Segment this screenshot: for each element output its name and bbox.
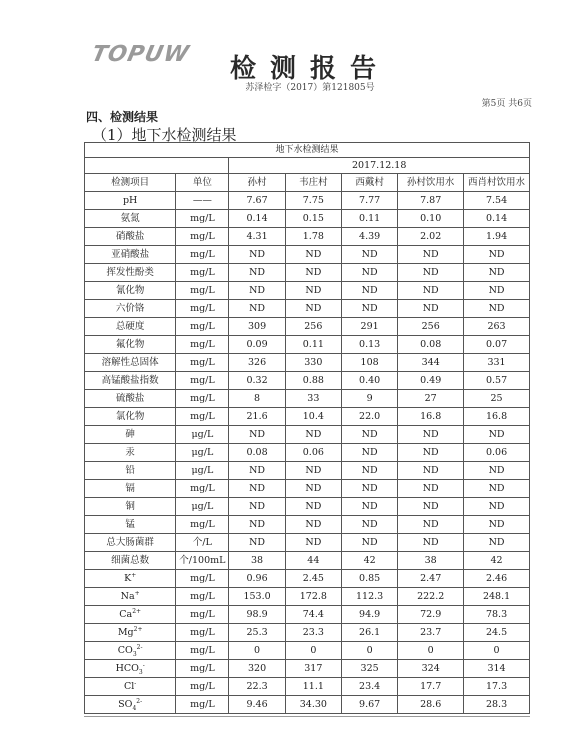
value-cell: 153.0 xyxy=(229,588,285,606)
value-cell: 256 xyxy=(285,318,341,336)
value-cell: 309 xyxy=(229,318,285,336)
unit-cell: mg/L xyxy=(176,210,229,228)
column-header: 孙村饮用水 xyxy=(398,174,464,192)
value-cell: 7.87 xyxy=(398,192,464,210)
table-row xyxy=(85,408,530,426)
parameter-name: 高锰酸盐指数 xyxy=(85,372,176,390)
value-cell: 7.75 xyxy=(285,192,341,210)
value-cell: ND xyxy=(341,282,397,300)
table-row xyxy=(85,552,530,570)
value-cell: 2.46 xyxy=(464,570,530,588)
subsection-heading: （1）地下水检测结果 xyxy=(92,126,237,144)
table-row xyxy=(85,678,530,696)
value-cell: 112.3 xyxy=(341,588,397,606)
value-cell: 0.14 xyxy=(464,210,530,228)
value-cell: 0 xyxy=(398,642,464,660)
value-cell: 27 xyxy=(398,390,464,408)
value-cell: 4.39 xyxy=(341,228,397,246)
table-row xyxy=(85,192,530,210)
unit-cell: 个/L xyxy=(176,534,229,552)
value-cell: ND xyxy=(398,282,464,300)
parameter-name: 氨氮 xyxy=(85,210,176,228)
parameter-name: 硫酸盐 xyxy=(85,390,176,408)
value-cell: 344 xyxy=(398,354,464,372)
table-row xyxy=(85,516,530,534)
value-cell: ND xyxy=(398,480,464,498)
parameter-name: K+ xyxy=(85,570,176,588)
value-cell: ND xyxy=(464,246,530,264)
page-divider xyxy=(84,716,530,717)
value-cell: 25.3 xyxy=(229,624,285,642)
table-title: 地下水检测结果 xyxy=(85,143,530,158)
parameter-name: 铅 xyxy=(85,462,176,480)
parameter-name: 硝酸盐 xyxy=(85,228,176,246)
unit-cell: μg/L xyxy=(176,498,229,516)
value-cell: 0.11 xyxy=(285,336,341,354)
value-cell: ND xyxy=(341,300,397,318)
value-cell: 2.02 xyxy=(398,228,464,246)
value-cell: 0 xyxy=(341,642,397,660)
value-cell: 0.85 xyxy=(341,570,397,588)
value-cell: 256 xyxy=(398,318,464,336)
parameter-name: 氯化物 xyxy=(85,408,176,426)
value-cell: 0 xyxy=(285,642,341,660)
value-cell: 4.31 xyxy=(229,228,285,246)
value-cell: 22.3 xyxy=(229,678,285,696)
table-row xyxy=(85,300,530,318)
parameter-name: 砷 xyxy=(85,426,176,444)
value-cell: 16.8 xyxy=(398,408,464,426)
unit-cell: mg/L xyxy=(176,228,229,246)
value-cell: 0.09 xyxy=(229,336,285,354)
table-row xyxy=(85,696,530,714)
value-cell: ND xyxy=(285,498,341,516)
value-cell: ND xyxy=(229,534,285,552)
value-cell: 22.0 xyxy=(341,408,397,426)
unit-cell: mg/L xyxy=(176,372,229,390)
table-row xyxy=(85,660,530,678)
value-cell: ND xyxy=(341,498,397,516)
value-cell: ND xyxy=(229,516,285,534)
value-cell: 98.9 xyxy=(229,606,285,624)
value-cell: 248.1 xyxy=(464,588,530,606)
value-cell: ND xyxy=(285,516,341,534)
value-cell: 78.3 xyxy=(464,606,530,624)
value-cell: ND xyxy=(285,282,341,300)
value-cell: ND xyxy=(398,300,464,318)
unit-cell: μg/L xyxy=(176,426,229,444)
unit-cell: mg/L xyxy=(176,390,229,408)
value-cell: 38 xyxy=(229,552,285,570)
value-cell: 291 xyxy=(341,318,397,336)
value-cell: ND xyxy=(341,462,397,480)
unit-cell: mg/L xyxy=(176,606,229,624)
value-cell: ND xyxy=(464,264,530,282)
parameter-name: 细菌总数 xyxy=(85,552,176,570)
parameter-name: 亚硝酸盐 xyxy=(85,246,176,264)
table-row xyxy=(85,642,530,660)
value-cell: 21.6 xyxy=(229,408,285,426)
value-cell: ND xyxy=(464,462,530,480)
value-cell: 0.88 xyxy=(285,372,341,390)
value-cell: 0.07 xyxy=(464,336,530,354)
value-cell: 9 xyxy=(341,390,397,408)
value-cell: ND xyxy=(229,246,285,264)
value-cell: 317 xyxy=(285,660,341,678)
table-row xyxy=(85,228,530,246)
unit-header: 单位 xyxy=(176,174,229,192)
value-cell: ND xyxy=(229,426,285,444)
parameter-name: $SO_4^{2-}$ xyxy=(85,696,176,714)
value-cell: ND xyxy=(464,282,530,300)
value-cell: ND xyxy=(398,462,464,480)
value-cell: 320 xyxy=(229,660,285,678)
table-row xyxy=(85,354,530,372)
table-row xyxy=(85,264,530,282)
value-cell: 74.4 xyxy=(285,606,341,624)
value-cell: 11.1 xyxy=(285,678,341,696)
unit-cell: mg/L xyxy=(176,696,229,714)
value-cell: 33 xyxy=(285,390,341,408)
value-cell: ND xyxy=(464,498,530,516)
parameter-name: 溶解性总固体 xyxy=(85,354,176,372)
unit-cell: mg/L xyxy=(176,246,229,264)
value-cell: ND xyxy=(229,300,285,318)
value-cell: 7.54 xyxy=(464,192,530,210)
value-cell: ND xyxy=(341,426,397,444)
table-row xyxy=(85,282,530,300)
value-cell: 0.13 xyxy=(341,336,397,354)
value-cell: 1.94 xyxy=(464,228,530,246)
unit-cell: mg/L xyxy=(176,282,229,300)
value-cell: 10.4 xyxy=(285,408,341,426)
table-row xyxy=(85,624,530,642)
value-cell: 326 xyxy=(229,354,285,372)
column-header: 孙村 xyxy=(229,174,285,192)
unit-cell: mg/L xyxy=(176,624,229,642)
value-cell: 72.9 xyxy=(398,606,464,624)
value-cell: 42 xyxy=(341,552,397,570)
value-cell: 8 xyxy=(229,390,285,408)
parameter-name: Cl- xyxy=(85,678,176,696)
value-cell: 9.67 xyxy=(341,696,397,714)
value-cell: ND xyxy=(341,246,397,264)
unit-cell: 个/100mL xyxy=(176,552,229,570)
parameter-name: 总硬度 xyxy=(85,318,176,336)
page-number: 第5页 共6页 xyxy=(481,99,532,109)
parameter-name: $Mg^{2+}$ xyxy=(85,624,176,642)
value-cell: 324 xyxy=(398,660,464,678)
parameter-name: $HCO_3^-$ xyxy=(85,660,176,678)
table-row xyxy=(85,390,530,408)
value-cell: 1.78 xyxy=(285,228,341,246)
value-cell: 108 xyxy=(341,354,397,372)
table-row xyxy=(85,318,530,336)
table-row xyxy=(85,534,530,552)
value-cell: 0.06 xyxy=(464,444,530,462)
value-cell: ND xyxy=(285,300,341,318)
value-cell: ND xyxy=(285,534,341,552)
value-cell: ND xyxy=(229,498,285,516)
value-cell: ND xyxy=(398,498,464,516)
value-cell: ND xyxy=(229,462,285,480)
value-cell: 0.08 xyxy=(229,444,285,462)
value-cell: ND xyxy=(341,516,397,534)
value-cell: 0.14 xyxy=(229,210,285,228)
value-cell: ND xyxy=(464,480,530,498)
value-cell: 28.6 xyxy=(398,696,464,714)
value-cell: ND xyxy=(229,264,285,282)
value-cell: 2.45 xyxy=(285,570,341,588)
unit-cell: mg/L xyxy=(176,516,229,534)
value-cell: 0.40 xyxy=(341,372,397,390)
column-header: 西戴村 xyxy=(341,174,397,192)
value-cell: ND xyxy=(398,426,464,444)
value-cell: 7.67 xyxy=(229,192,285,210)
parameter-name: 汞 xyxy=(85,444,176,462)
table-row xyxy=(85,570,530,588)
value-cell: ND xyxy=(398,246,464,264)
value-cell: 0.08 xyxy=(398,336,464,354)
value-cell: ND xyxy=(341,444,397,462)
value-cell: 0.15 xyxy=(285,210,341,228)
value-cell: 42 xyxy=(464,552,530,570)
value-cell: ND xyxy=(464,516,530,534)
value-cell: 17.3 xyxy=(464,678,530,696)
table-row xyxy=(85,498,530,516)
value-cell: 23.4 xyxy=(341,678,397,696)
value-cell: ND xyxy=(464,426,530,444)
table-row xyxy=(85,462,530,480)
value-cell: ND xyxy=(341,534,397,552)
column-header: 西肖村饮用水 xyxy=(464,174,530,192)
parameter-name: 铜 xyxy=(85,498,176,516)
table-row xyxy=(85,606,530,624)
unit-cell: mg/L xyxy=(176,264,229,282)
item-header: 检测项目 xyxy=(85,174,176,192)
value-cell: ND xyxy=(285,480,341,498)
table-row xyxy=(85,480,530,498)
value-cell: ND xyxy=(464,300,530,318)
value-cell: 0.10 xyxy=(398,210,464,228)
table-row xyxy=(85,336,530,354)
value-cell: ND xyxy=(285,426,341,444)
unit-cell: mg/L xyxy=(176,660,229,678)
value-cell: 330 xyxy=(285,354,341,372)
parameter-name: 锰 xyxy=(85,516,176,534)
value-cell: ND xyxy=(341,264,397,282)
unit-cell: mg/L xyxy=(176,408,229,426)
groundwater-results-table xyxy=(84,142,530,714)
value-cell: 24.5 xyxy=(464,624,530,642)
value-cell: ND xyxy=(285,264,341,282)
value-cell: 16.8 xyxy=(464,408,530,426)
value-cell: ND xyxy=(398,516,464,534)
value-cell: 7.77 xyxy=(341,192,397,210)
value-cell: ND xyxy=(285,462,341,480)
unit-cell: —— xyxy=(176,192,229,210)
value-cell: 0.57 xyxy=(464,372,530,390)
unit-cell: mg/L xyxy=(176,336,229,354)
value-cell: 222.2 xyxy=(398,588,464,606)
value-cell: 17.7 xyxy=(398,678,464,696)
value-cell: 34.30 xyxy=(285,696,341,714)
table-row xyxy=(85,372,530,390)
parameter-name: $CO_3^{2-}$ xyxy=(85,642,176,660)
parameter-name: 氰化物 xyxy=(85,282,176,300)
value-cell: 26.1 xyxy=(341,624,397,642)
value-cell: ND xyxy=(285,246,341,264)
value-cell: ND xyxy=(398,444,464,462)
parameter-name: 总大肠菌群 xyxy=(85,534,176,552)
unit-cell: μg/L xyxy=(176,462,229,480)
value-cell: 2.47 xyxy=(398,570,464,588)
parameter-name: pH xyxy=(85,192,176,210)
unit-cell: μg/L xyxy=(176,444,229,462)
value-cell: 25 xyxy=(464,390,530,408)
unit-cell: mg/L xyxy=(176,678,229,696)
section-heading: 四、检测结果 xyxy=(86,110,159,124)
value-cell: 0.49 xyxy=(398,372,464,390)
value-cell: 38 xyxy=(398,552,464,570)
value-cell: ND xyxy=(341,480,397,498)
value-cell: ND xyxy=(398,534,464,552)
value-cell: 23.7 xyxy=(398,624,464,642)
value-cell: 263 xyxy=(464,318,530,336)
document-number: 苏泽检字（2017）第121805号 xyxy=(245,83,375,93)
parameter-name: 六价铬 xyxy=(85,300,176,318)
table-row xyxy=(85,210,530,228)
parameter-name: Na+ xyxy=(85,588,176,606)
value-cell: 0.32 xyxy=(229,372,285,390)
value-cell: 0 xyxy=(229,642,285,660)
value-cell: 9.46 xyxy=(229,696,285,714)
value-cell: 0.96 xyxy=(229,570,285,588)
table-corner xyxy=(85,158,229,174)
parameter-name: 镉 xyxy=(85,480,176,498)
unit-cell: mg/L xyxy=(176,354,229,372)
value-cell: 0.11 xyxy=(341,210,397,228)
value-cell: 28.3 xyxy=(464,696,530,714)
report-title: 检测报告 xyxy=(229,54,390,84)
value-cell: 314 xyxy=(464,660,530,678)
value-cell: 44 xyxy=(285,552,341,570)
value-cell: 0 xyxy=(464,642,530,660)
value-cell: ND xyxy=(464,534,530,552)
table-row xyxy=(85,588,530,606)
value-cell: ND xyxy=(398,264,464,282)
table-row xyxy=(85,444,530,462)
table-row xyxy=(85,246,530,264)
value-cell: 94.9 xyxy=(341,606,397,624)
unit-cell: mg/L xyxy=(176,300,229,318)
company-logo: TOPUW xyxy=(89,42,192,67)
value-cell: ND xyxy=(229,480,285,498)
value-cell: 0.06 xyxy=(285,444,341,462)
sampling-date: 2017.12.18 xyxy=(229,158,530,174)
parameter-name: $Ca^{2+}$ xyxy=(85,606,176,624)
column-header-row xyxy=(85,174,530,192)
value-cell: ND xyxy=(229,282,285,300)
table-row xyxy=(85,426,530,444)
unit-cell: mg/L xyxy=(176,642,229,660)
unit-cell: mg/L xyxy=(176,588,229,606)
unit-cell: mg/L xyxy=(176,480,229,498)
value-cell: 172.8 xyxy=(285,588,341,606)
value-cell: 325 xyxy=(341,660,397,678)
value-cell: 331 xyxy=(464,354,530,372)
column-header: 韦庄村 xyxy=(285,174,341,192)
parameter-name: 氟化物 xyxy=(85,336,176,354)
unit-cell: mg/L xyxy=(176,570,229,588)
value-cell: 23.3 xyxy=(285,624,341,642)
unit-cell: mg/L xyxy=(176,318,229,336)
parameter-name: 挥发性酚类 xyxy=(85,264,176,282)
